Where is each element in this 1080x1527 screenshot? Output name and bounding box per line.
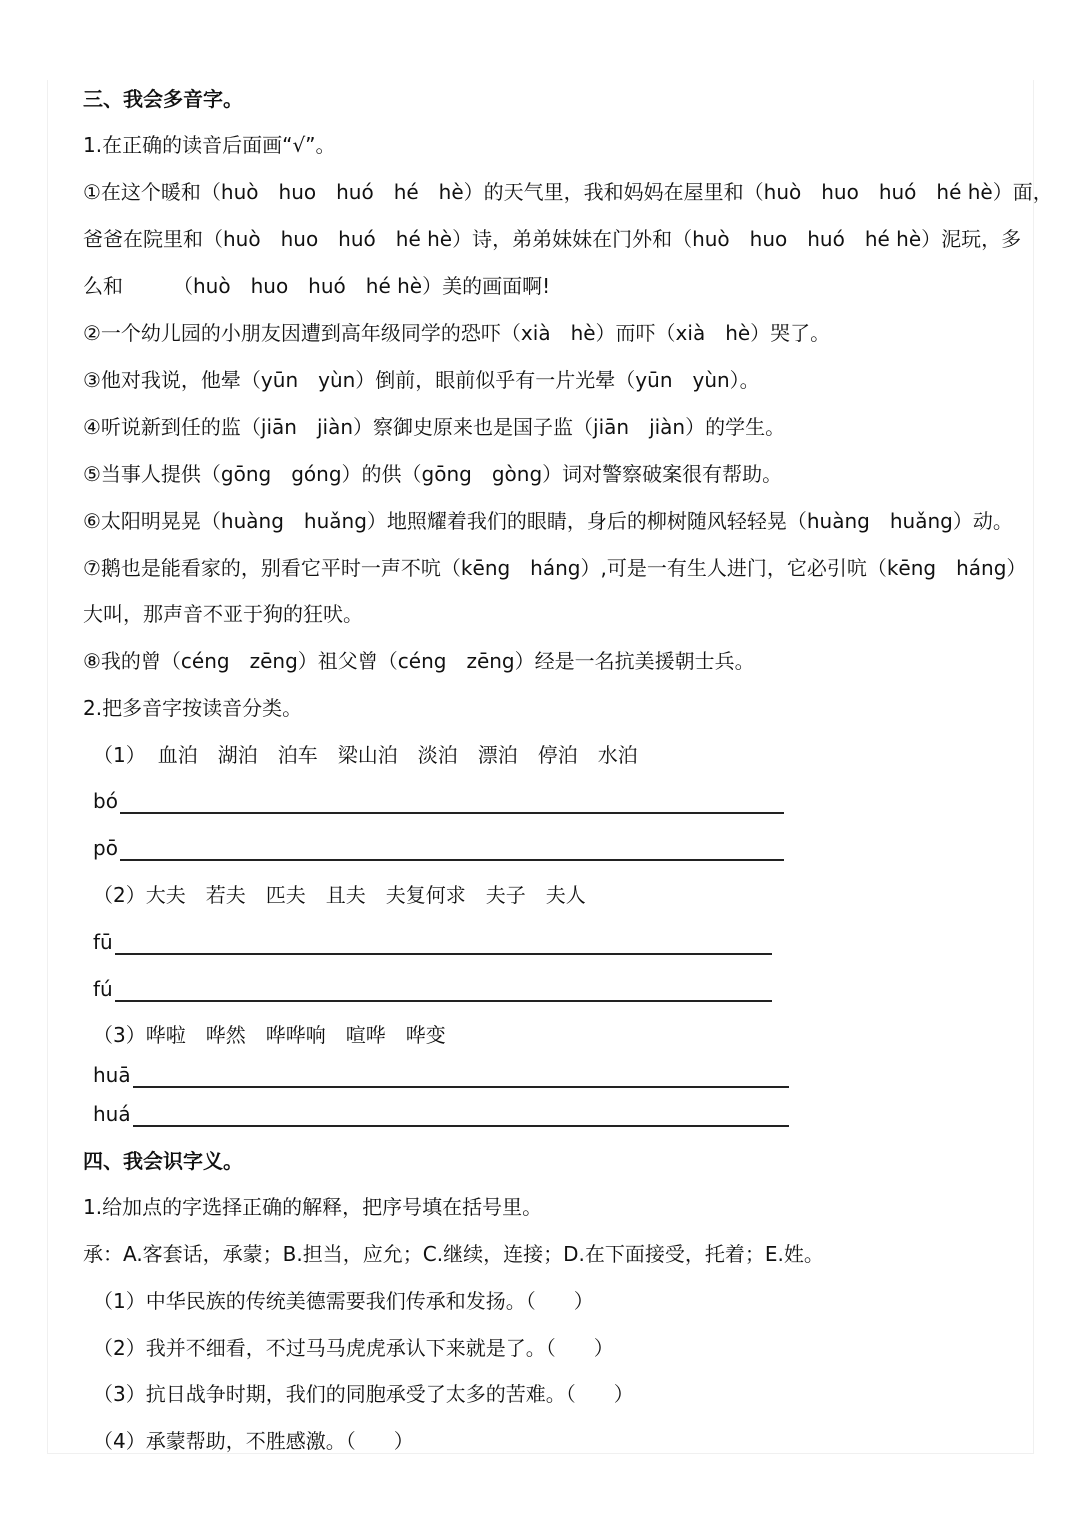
sentence-7-line-2: 大叫，那声音不亚于狗的狂吠。	[83, 602, 363, 626]
meaning-item-3: （3）抗日战争时期，我们的同胞承受了太多的苦难。（ ）	[93, 1382, 634, 1406]
group-1-word-list: 血泊 湖泊 泊车 梁山泊 淡泊 漂泊 停泊 水泊	[157, 743, 638, 767]
sentence-6: ⑥太阳明晃晃（huàng huǎng）地照耀着我们的眼睛，身后的柳树随风轻轻晃（huàng huǎng）动。	[83, 509, 1013, 533]
group-3-reading-1: huā	[93, 1063, 131, 1087]
sentence-1-line-3-end: （huò huo huó hé hè）美的画面啊!	[173, 274, 551, 298]
meanings-list: 承：A.客套话，承蒙；B.担当，应允；C.继续，连接；D.在下面接受，托着；E.姓。	[83, 1242, 824, 1266]
group-1-answer-row-1	[93, 788, 784, 814]
sentence-1-line-3	[83, 273, 550, 299]
answer-line[interactable]	[115, 978, 772, 1002]
answer-line[interactable]	[133, 1103, 789, 1127]
group-2-words	[93, 882, 586, 908]
section-3-title: 三、我会多音字。	[83, 87, 243, 111]
group-2-reading-2: fú	[93, 977, 113, 1001]
meaning-item-4: （4）承蒙帮助，不胜感激。（ ）	[93, 1429, 414, 1453]
meaning-item-2: （2）我并不细看，不过马马虎虎承认下来就是了。（ ）	[93, 1336, 614, 1360]
group-3-answer-row-1	[93, 1062, 789, 1088]
sentence-8: ⑧我的曾（céng zēng）祖父曾（céng zēng）经是一名抗美援朝士兵。	[83, 649, 755, 673]
group-3-word-list: 哗啦 哗然 哗哗响 喧哗 哗变	[145, 1023, 446, 1047]
group-2-answer-row-1	[93, 929, 772, 955]
group-1-reading-2: pō	[93, 836, 118, 860]
group-1-reading-1: bó	[93, 789, 118, 813]
sentence-1-line-2: 爸爸在院里和（huò huo huó hé hè）诗，弟弟妹妹在门外和（huò huo huó hé hè）泥玩，多	[83, 227, 1022, 251]
section-4-title: 四、我会识字义。	[83, 1149, 243, 1173]
sentence-5: ⑤当事人提供（gōng góng）的供（gōng gòng）词对警察破案很有帮助。	[83, 462, 783, 486]
answer-line[interactable]	[115, 931, 772, 955]
group-2-answer-row-2	[93, 976, 772, 1002]
group-3-label: （3）	[93, 1023, 146, 1047]
answer-line[interactable]	[120, 790, 784, 814]
sentence-1-line-1: ①在这个暖和（huò huo huó hé hè）的天气里，我和妈妈在屋里和（huò huo huó hé hè）面，	[83, 180, 1053, 204]
question-2-prompt: 2.把多音字按读音分类。	[83, 696, 303, 720]
group-1-answer-row-2	[93, 835, 784, 861]
answer-line[interactable]	[133, 1064, 789, 1088]
group-2-word-list: 大夫 若夫 匹夫 且夫 夫复何求 夫子 夫人	[145, 883, 586, 907]
sentence-3: ③他对我说，他晕（yūn yùn）倒前，眼前似乎有一片光晕（yūn yùn）。	[83, 368, 760, 392]
group-1-label: （1）	[93, 743, 146, 767]
sentence-1-line-3-start: 么和	[83, 274, 123, 298]
group-3-answer-row-2	[93, 1101, 789, 1127]
sentence-2: ②一个幼儿园的小朋友因遭到高年级同学的恐吓（xià hè）而吓（xià hè）哭了。	[83, 321, 831, 345]
section-4-question-1-prompt: 1.给加点的字选择正确的解释，把序号填在括号里。	[83, 1195, 543, 1219]
question-1-prompt: 1.在正确的读音后面画“√”。	[83, 133, 336, 157]
sentence-7-line-1: ⑦鹅也是能看家的，别看它平时一声不吭（kēng háng）,可是一有生人进门，它必引吭（kēng háng）	[83, 556, 1027, 580]
group-3-words	[93, 1022, 446, 1048]
group-2-label: （2）	[93, 883, 146, 907]
group-1-words	[93, 742, 638, 768]
answer-line[interactable]	[120, 837, 784, 861]
group-2-reading-1: fū	[93, 930, 113, 954]
group-3-reading-2: huá	[93, 1102, 131, 1126]
meaning-item-1: （1）中华民族的传统美德需要我们传承和发扬。（ ）	[93, 1289, 594, 1313]
sentence-4: ④听说新到任的监（jiān jiàn）察御史原来也是国子监（jiān jiàn）的学生。	[83, 415, 786, 439]
